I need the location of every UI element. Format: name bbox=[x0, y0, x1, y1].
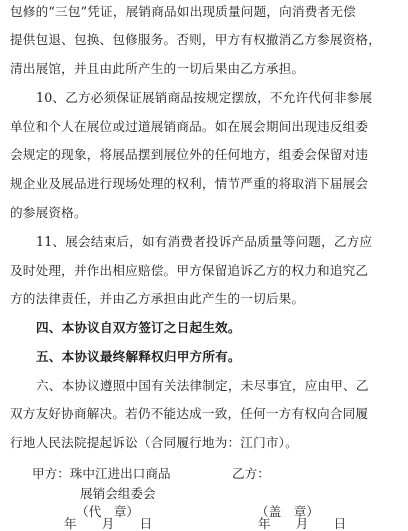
text-line: 双方友好协商解决。若仍不能达成一致，任何一方有权向合同履 bbox=[10, 406, 369, 421]
party-b-date: 年 月 日 bbox=[258, 516, 347, 531]
text-line: 的参展资格。 bbox=[10, 205, 87, 220]
text-line: 规企业及展品进行现场处理的权利，情节严重的将取消下届展会 bbox=[10, 176, 369, 191]
party-a-label: 甲方：珠中江进出口商品 bbox=[32, 466, 171, 481]
article-5: 五、本协议最终解释权归甲方所有。 bbox=[36, 349, 241, 364]
clause-11-line: 11、展会结束后，如有消费者投诉产品质量等问题，乙方应 bbox=[36, 234, 373, 249]
text-line: 提供包退、包换、包修服务。否则，甲方有权撤消乙方参展资格， bbox=[10, 32, 382, 47]
party-b-seal: （盖 章） bbox=[256, 504, 319, 519]
party-a-date: 年 月 日 bbox=[64, 516, 153, 531]
party-a-seal: （代 章） bbox=[76, 504, 139, 519]
text-line: 及时处理，并作出相应赔偿。甲方保留追诉乙方的权力和追究乙 bbox=[10, 263, 369, 278]
party-a-org: 展销会组委会 bbox=[80, 486, 156, 501]
text-line: 行地人民法院提起诉讼（合同履行地为：江门市）。 bbox=[10, 435, 298, 450]
article-6: 六、本协议遵照中国有关法律制定，未尽事宜，应由甲、乙 bbox=[36, 378, 369, 393]
text-line: 包修的“三包”凭证，展销商品如出现质量问题，向消费者无偿 bbox=[10, 4, 356, 19]
party-b-label: 乙方： bbox=[232, 466, 270, 481]
article-4: 四、本协议自双方签订之日起生效。 bbox=[36, 320, 241, 335]
text-line: 方的法律责任，并由乙方承担由此产生的一切后果。 bbox=[10, 291, 305, 306]
clause-10-line: 10、乙方必须保证展销商品按规定摆放，不允许代何非参展 bbox=[36, 90, 373, 105]
text-line: 清出展馆，并且由此所产生的一切后果由乙方承担。 bbox=[10, 61, 305, 76]
text-line: 单位和个人在展位或过道展销商品。如在展会期间出现违反组委 bbox=[10, 119, 369, 134]
text-line: 会规定的现象，将展品摆到展位外的任何地方，组委会保留对违 bbox=[10, 147, 369, 162]
